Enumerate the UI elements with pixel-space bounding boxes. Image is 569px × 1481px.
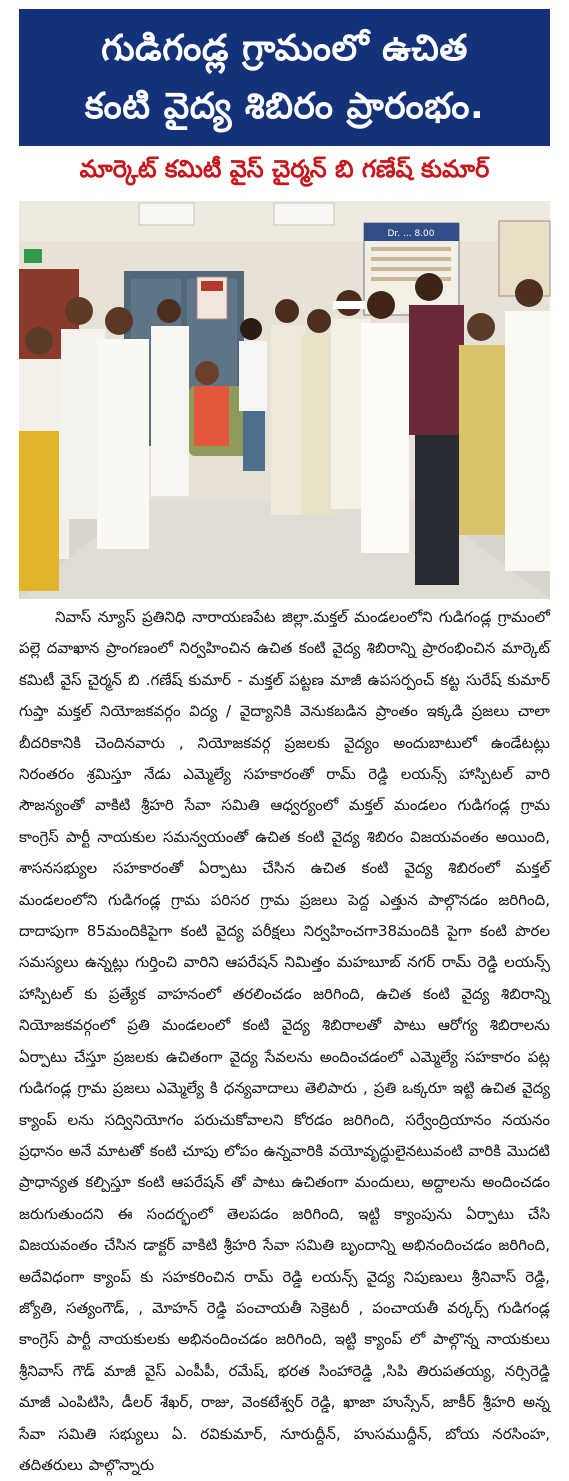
headline-banner xyxy=(19,9,550,146)
article-body xyxy=(19,602,550,1474)
headline-line-2: కంటి వైద్య శిబిరం ప్రారంభం. xyxy=(84,85,485,127)
eye-camp-photo-illustration xyxy=(19,201,550,599)
headline-line-1: గుడిగండ్ల గ్రామంలో ఉచిత xyxy=(101,27,468,69)
subheadline: మార్కెట్ కమిటీ వైస్ చైర్మన్ బి గణేష్ కుమార్ xyxy=(79,155,490,183)
wall-poster-text: Dr. ... 8.00 xyxy=(387,229,435,239)
news-photo xyxy=(19,201,550,599)
article-paragraph: నివాస్ న్యూస్ ప్రతినిధి నారాయణపేట జిల్లా.మక్తల్ మండలంలోని గుడిగండ్ల గ్రామంలో పల్లె దవాఖాన ప్రాంగణంలో నిర్వహించిన ఉచిత కంటి వైద్య శిబిరాన్ని ప్రారంభించిన మార్కెట్ కమిటీ వైస్ చైర్మన్ బి .గణేష్ కుమార్ - మక్తల్ పట్టణ మాజీ ఉపసర్పంచ్ కట్ట సురేష్ కుమార్ గుప్తా మక్తల్ నియోజకవర్గం విద్య / వైద్యానికి వెనుకబడిన ప్రాంతం ఇక్కడి ప్రజలు చాలా బీదరికానికి చెందినవారు , నియోజకవర్గ ప్రజలకు వైద్యం అందుబాటులో ఉండేటట్లు నిరంతరం శ్రమిస్తూ నేడు ఎమ్మెల్యే సహకారంతో రామ్ రెడ్డి లయన్స్ హాస్పిటల్ వారి సౌజన్యంతో వాకిటి శ్రీహరి సేవా సమితి ఆధ్వర్యంలో మక్తల్ మండలం గుడిగండ్ల గ్రామ కాంగ్రెస్ పార్టీ నాయకుల సమన్వయంతో ఉచిత కంటి వైద్య శిబిరం విజయవంతం అయింది, శాసనసభ్యుల సహకారంతో ఏర్పాటు చేసిన ఉచిత కంటి వైద్య శిబిరంలో మక్తల్ మండలంలోని గుడిగండ్ల గ్రామ పరిసర గ్రామ ప్రజలు పెద్ద ఎత్తున పాల్గొనడం జరిగింది, దాదాపుగా 85మందికిపైగా కంటి వైద్య పరీక్షలు నిర్వహించగా38మందికి పైగా కంటి పొరల సమస్యలు ఉన్నట్లు గుర్తించి వారిని ఆపరేషన్ నిమిత్తం మహబూబ్ నగర్ రామ్ రెడ్డి లయన్స్ హాస్పిటల్ కు ప్రత్యేక వాహనంలో తరలించడం జరిగింది, ఉచిత కంటి వైద్య శిబిరాన్ని నియోజకవర్గంలో ప్రతి మండలంలో కంటి వైద్య శిబిరాలతో పాటు ఆరోగ్య శిబిరాలను ఏర్పాటు చేస్తూ ప్రజలకు ఉచితంగా వైద్య సేవలను అందించడంలో ఎమ్మెల్యే సహకారం పట్ల గుడిగండ్ల గ్రామ ప్రజలు ఎమ్మెల్యే కి ధన్యవాదాలు తెలిపారు , ప్రతి ఒక్కరూ ఇట్టి ఉచిత వైద్య క్యాంప్ లను సద్వినియోగం పరుచుకోవాలని కోరడం జరిగింది, సర్వేంద్రియానం నయనం ప్రధానం అనే మాటతో కంటి చూపు లోపం ఉన్నవారికి వయోవృద్ధులైనటువంటి వారికి మొదటి ప్రాధాన్యత కల్పిస్తూ కంటి ఆపరేషన్ తో పాటు ఉచితంగా మందులు, అద్దాలను అందించడం జరుగుతుందని ఈ సందర్భంలో తెలపడం జరిగింది, ఇట్టి క్యాంపును ఏర్పాటు చేసి విజయవంతం చేసిన డాక్టర్ వాకిటి శ్రీహరి సేవా సమితి బృందాన్ని అభినందించడం జరిగింది, అదేవిధంగా క్యాంప్ కు సహకరించిన రామ్ రెడ్డి లయన్స్ వైద్య నిపుణులు శ్రీనివాస్ రెడ్డి, జ్యోతి, సత్యంగౌడ్, , మోహన్ రెడ్డి పంచాయతీ సెక్రెటరీ , పంచాయతీ వర్కర్స్ గుడిగండ్ల కాంగ్రెస్ పార్టీ నాయకులకు అభినందించడం జరిగింది, ఇట్టి క్యాంప్ లో పాల్గొన్న నాయకులు శ్రీనివాస్ గౌడ్ మాజీ వైస్ ఎంపీపీ, రమేష్, భరత సింహారెడ్డి ,సిపి తిరుపతయ్య, నర్సిరెడ్డి మాజీ ఎంపిటిసి, డీలర్ శేఖర్, రాజు, వెంకటేశ్వర్ రెడ్డి, ఖాజా హుస్సేన్, జాకీర్ శ్రీహరి అన్న సేవా సమితి సభ్యులు ఏ. రవికుమార్, నూరుద్దీన్, హుసముద్దీన్, బోయ నరసింహ, తదితరులు పాల్గొన్నారు xyxy=(19,608,550,1474)
